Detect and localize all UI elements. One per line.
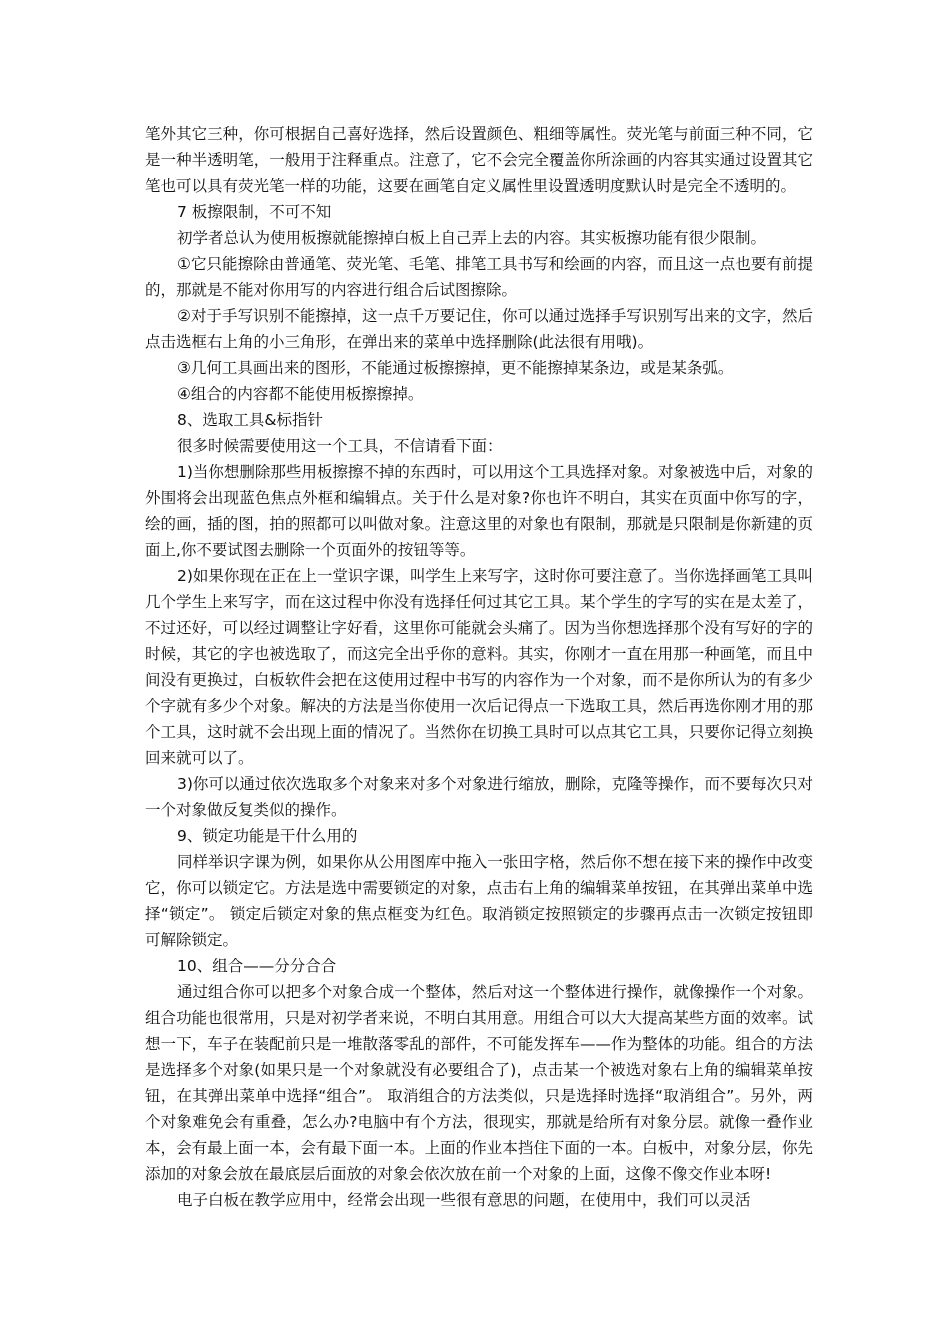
paragraph-lock: 同样举识字课为例，如果你从公用图库中拖入一张田字格，然后你不想在接下来的操作中改变它，你可以锁定它。方法是选中需要锁定的对象，点击右上角的编辑菜单按钮，在其弹出菜单中选择“锁定”。 锁定后锁定对象的焦点框变为红色。取消锁定按照锁定的步骤再点击一次锁定按钮即可解除锁定。 <box>145 853 813 949</box>
paragraph-eraser-point-4: ④组合的内容都不能使用板擦擦掉。 <box>177 385 424 403</box>
paragraph-closing: 电子白板在教学应用中，经常会出现一些很有意思的问题，在使用中，我们可以灵活 <box>177 1191 751 1209</box>
paragraph-highlighter-pen: 笔外其它三种，你可根据自己喜好选择，然后设置颜色、粗细等属性。荧光笔与前面三种不同，它是一种半透明笔，一般用于注释重点。注意了，它不会完全覆盖你所涂画的内容其实通过设置其它笔也可以具有荧光笔一样的功能，这要在画笔自定义属性里设置透明度默认时是完全不透明的。 <box>145 125 813 195</box>
document-body <box>145 121 813 1213</box>
paragraph-select-point-2: 2)如果你现在正在上一堂识字课，叫学生上来写字，这时你可要注意了。当你选择画笔工具叫几个学生上来写字，而在这过程中你没有选择任何过其它工具。某个学生的字写的实在是太差了，不过还好，可以经过调整让字好看，这里你可能就会头痛了。因为当你想选择那个没有写好的字的时候，其它的字也被选取了，而这完全出乎你的意料。其实，你刚才一直在用那一种画笔，而且中间没有更换过，白板软件会把在这使用过程中书写的内容作为一个对象，而不是你所认为的有多少个字就有多少个对象。解决的方法是当你使用一次后记得点一下选取工具，然后再选你刚才用的那个工具，这时就不会出现上面的情况了。当然你在切换工具时可以点其它工具，只要你记得立刻换回来就可以了。 <box>145 567 813 767</box>
paragraph-select-point-3: 3)你可以通过依次选取多个对象来对多个对象进行缩放，删除，克隆等操作，而不要每次只对一个对象做反复类似的操作。 <box>145 775 813 819</box>
paragraph-select-point-1: 1)当你想删除那些用板擦擦不掉的东西时，可以用这个工具选择对象。对象被选中后，对象的外围将会出现蓝色焦点外框和编辑点。关于什么是对象?你也许不明白，其实在页面中你写的字，绘的画，插的图，拍的照都可以叫做对象。注意这里的对象也有限制，那就是只限制是你新建的页面上,你不要试图去删除一个页面外的按钮等等。 <box>145 463 813 559</box>
paragraph-eraser-point-3: ③几何工具画出来的图形，不能通过板擦擦掉，更不能擦掉某条边，或是某条弧。 <box>177 359 734 377</box>
paragraph-eraser-point-1: ①它只能擦除由普通笔、荧光笔、毛笔、排笔工具书写和绘画的内容，而且这一点也要有前提的，那就是不能对你用写的内容进行组合后试图擦除。 <box>145 255 813 299</box>
paragraph-group: 通过组合你可以把多个对象合成一个整体，然后对这一个整体进行操作，就像操作一个对象。组合功能也很常用，只是对初学者来说，不明白其用意。用组合可以大大提高某些方面的效率。试想一下，车子在装配前只是一堆散落零乱的部件，不可能发挥车——作为整体的功能。组合的方法是选择多个对象(如果只是一个对象就没有必要组合了)，点击某一个被选对象右上角的编辑菜单按钮，在其弹出菜单中选择“组合”。 取消组合的方法类似，只是选择时选择“取消组合”。另外，两个对象难免会有重叠，怎么办?电脑中有个方法，很现实，那就是给所有对象分层。就像一叠作业本，会有最上面一本，会有最下面一本。上面的作业本挡住下面的一本。白板中，对象分层，你先添加的对象会放在最底层后面放的对象会依次放在前一个对象的上面，这像不像交作业本呀! <box>145 983 813 1183</box>
heading-eraser-limits: 7 板擦限制，不可不知 <box>177 203 332 221</box>
heading-group: 10、组合——分分合合 <box>177 957 337 975</box>
heading-lock-function: 9、锁定功能是干什么用的 <box>177 827 358 845</box>
paragraph-select-intro: 很多时候需要使用这一个工具，不信请看下面： <box>177 437 503 455</box>
heading-select-tool: 8、选取工具&标指针 <box>177 411 323 429</box>
paragraph-eraser-intro: 初学者总认为使用板擦就能擦掉白板上自己弄上去的内容。其实板擦功能有很少限制。 <box>177 229 767 247</box>
paragraph-eraser-point-2: ②对于手写识别不能擦掉，这一点千万要记住，你可以通过选择手写识别写出来的文字，然后点击选框右上角的小三角形，在弹出来的菜单中选择删除(此法很有用哦)。 <box>145 307 813 351</box>
